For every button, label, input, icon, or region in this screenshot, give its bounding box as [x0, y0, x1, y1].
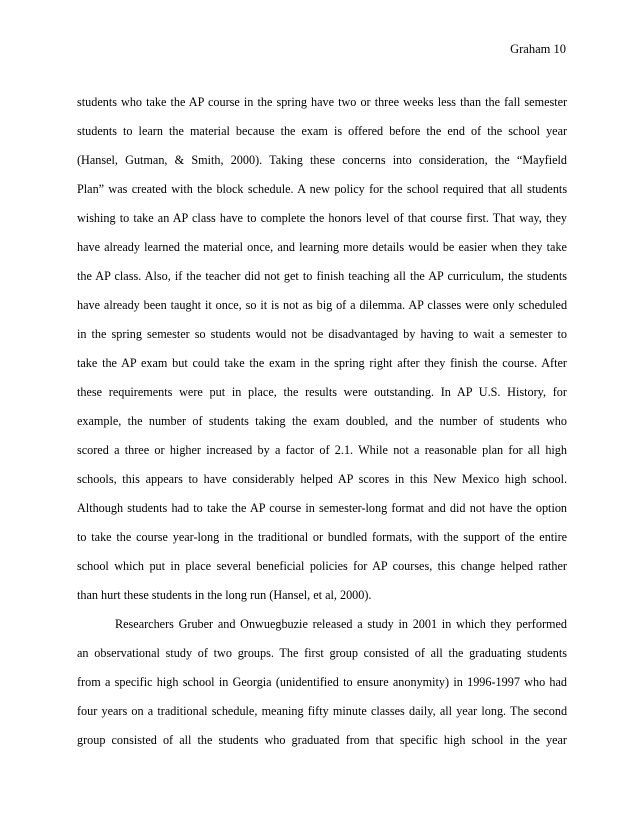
text-line: school which put in place several beneficial policies for AP courses, this change helped rather [77, 559, 567, 573]
text-line: in the spring semester so students would not be disadvantaged by having to wait a semester to [77, 327, 567, 341]
text-line: Researchers Gruber and Onwuegbuzie released a study in 2001 in which they performed [115, 617, 567, 631]
body-text [77, 94, 567, 761]
text-line: (Hansel, Gutman, & Smith, 2000). Taking these concerns into consideration, the “Mayfield [77, 153, 567, 167]
running-head: Graham 10 [510, 42, 566, 56]
text-line: Although students had to take the AP course in semester-long format and did not have the option [77, 501, 568, 515]
text-line: an observational study of two groups. The first group consisted of all the graduating students [77, 646, 567, 660]
text-line: Plan” was created with the block schedule. A new policy for the school required that all students [77, 182, 568, 196]
text-line: than hurt these students in the long run (Hansel, et al, 2000). [77, 588, 372, 602]
text-line: have already learned the material once, and learning more details would be easier when they take [77, 240, 567, 254]
text-line: four years on a traditional schedule, meaning fifty minute classes daily, all year long. The second [77, 704, 568, 718]
text-line: take the AP exam but could take the exam in the spring right after they finish the course. After [77, 356, 567, 370]
text-line: these requirements were put in place, the results were outstanding. In AP U.S. History, for [77, 385, 567, 399]
text-line: the AP class. Also, if the teacher did not get to finish teaching all the AP curriculum, the students [77, 269, 567, 283]
text-line: scored a three or higher increased by a factor of 2.1. While not a reasonable plan for all high [77, 443, 567, 457]
text-line: from a specific high school in Georgia (unidentified to ensure anonymity) in 1996-1997 who had [77, 675, 568, 689]
text-line: example, the number of students taking the exam doubled, and the number of students who [77, 414, 567, 428]
text-line: group consisted of all the students who graduated from that specific high school in the year [77, 733, 567, 747]
text-line: have already been taught it once, so it is not as big of a dilemma. AP classes were only scheduled [77, 298, 568, 312]
text-line: schools, this appears to have considerably helped AP scores in this New Mexico high school. [77, 472, 568, 486]
text-line: students to learn the material because the exam is offered before the end of the school year [77, 124, 568, 138]
text-line: students who take the AP course in the spring have two or three weeks less than the fall semester [77, 95, 568, 109]
text-line: wishing to take an AP class have to complete the honors level of that course first. That way, they [77, 211, 567, 225]
text-line: to take the course year-long in the traditional or bundled formats, with the support of the entire [77, 530, 568, 544]
